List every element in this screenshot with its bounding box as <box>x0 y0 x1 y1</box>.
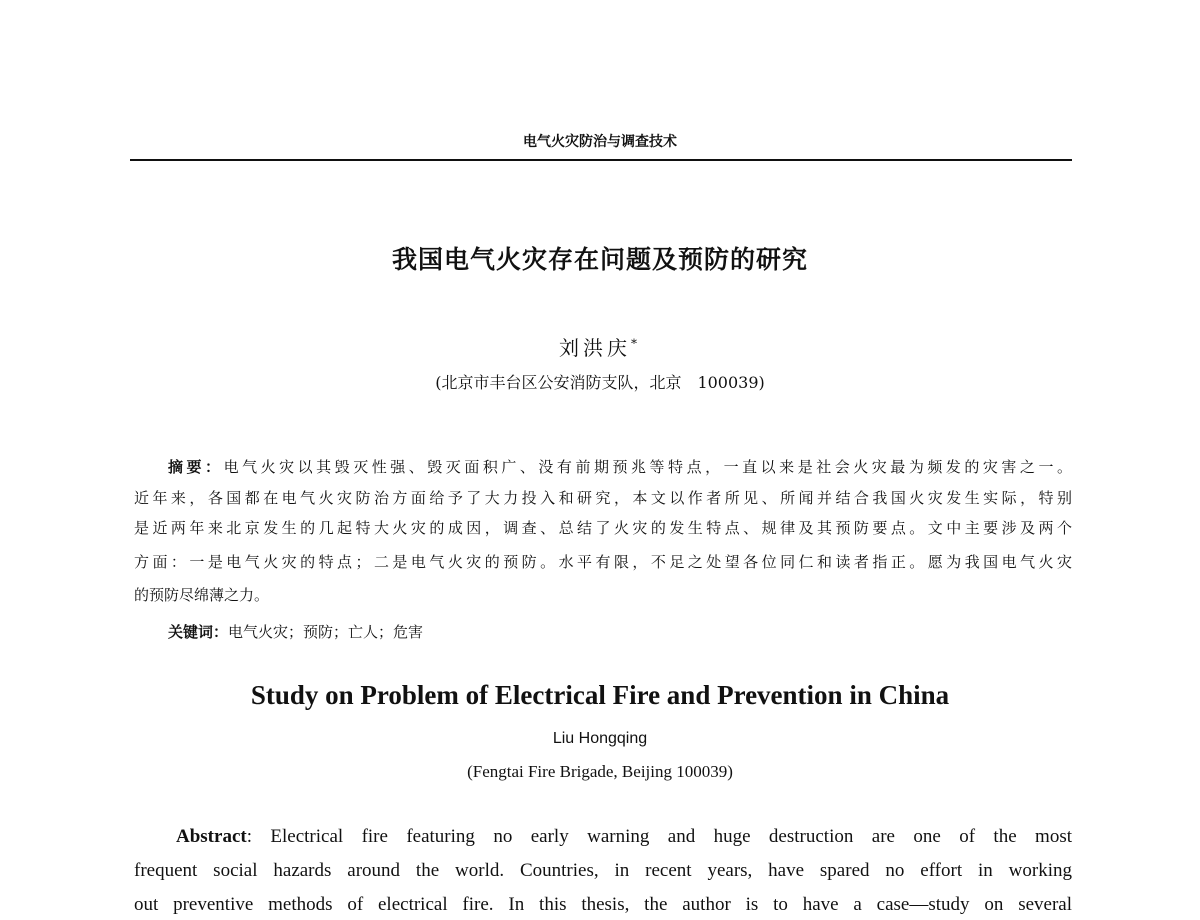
affiliation-en: (Fengtai Fire Brigade, Beijing 100039) <box>467 762 733 781</box>
keywords-cn: 关键词：电气火灾；预防；亡人；危害 <box>168 623 424 641</box>
abstract-en-line: frequent social hazards around the world. Countries, in recent years, have spared no effort in working <box>134 860 1072 881</box>
abstract-cn-label: 摘要： <box>168 458 224 476</box>
header-rule <box>130 159 1072 161</box>
abstract-cn-line: 是近两年来北京发生的几起特大火灾的成因，调查、总结了火灾的发生特点、规律及其预防要点。文中主要涉及两个 <box>134 519 1072 537</box>
abstract-en-line: out preventive methods of electrical fire. In this thesis, the author is to have a case—study on several <box>134 894 1072 915</box>
abstract-cn-line: 近年来，各国都在电气火灾防治方面给予了大力投入和研究，本文以作者所见、所闻并结合我国火灾发生实际，特别 <box>134 489 1072 507</box>
abstract-cn-line: 方面：一是电气火灾的特点；二是电气火灾的预防。水平有限，不足之处望各位同仁和读者指正。愿为我国电气火灾 <box>134 553 1072 571</box>
running-header: 电气火灾防治与调查技术 <box>523 134 677 150</box>
author-name: 刘洪庆 <box>559 336 631 360</box>
abstract-en-line: Abstract: Electrical fire featuring no early warning and huge destruction are one of the most <box>176 826 1072 847</box>
abstract-cn-line: 的预防尽绵薄之力。 <box>134 586 270 604</box>
keywords-label: 关键词： <box>168 623 229 641</box>
paper-title-en: Study on Problem of Electrical Fire and Prevention in China <box>250 680 950 710</box>
abstract-en-label: Abstract <box>176 826 247 847</box>
author-en: Liu Hongqing <box>552 730 648 747</box>
affiliation-cn: (北京市丰台区公安消防支队，北京 100039) <box>435 373 765 392</box>
author-cn <box>0 332 1200 361</box>
paper-title-cn: 我国电气火灾存在问题及预防的研究 <box>391 245 808 274</box>
abstract-cn-line: 摘要：电气火灾以其毁灭性强、毁灭面积广、没有前期预兆等特点，一直以来是社会火灾最为频发的灾害之一。 <box>168 458 1072 476</box>
author-footnote-mark: * <box>631 336 641 351</box>
